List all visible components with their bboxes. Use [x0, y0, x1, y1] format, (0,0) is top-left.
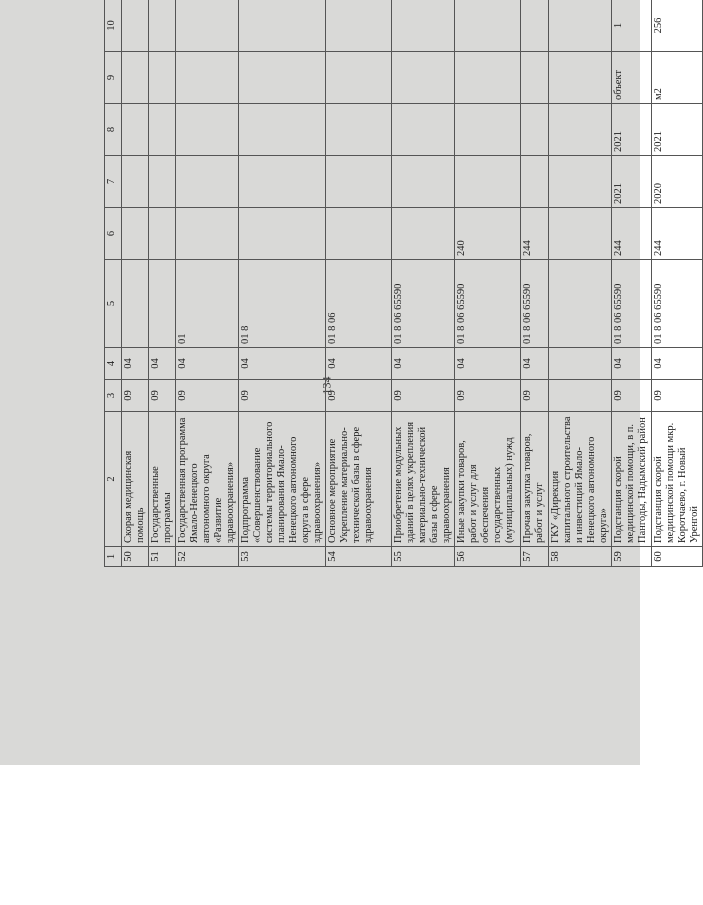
header-cell-7: 7: [105, 156, 122, 208]
cell-name: Скорая медицинская помощь: [122, 412, 149, 547]
rotated-table-frame: [104, 0, 700, 567]
cell-c6: [176, 208, 239, 260]
header-row: [105, 0, 122, 567]
header-cell-1: 1: [105, 547, 122, 567]
cell-c8: 2021: [612, 104, 652, 156]
table-row: [176, 0, 239, 567]
cell-c9: [122, 52, 149, 104]
cell-c8: [455, 104, 521, 156]
cell-c4: 04: [392, 348, 455, 380]
cell-c9: объект: [612, 52, 652, 104]
cell-c10: [239, 0, 326, 52]
cell-c7: 2021: [612, 156, 652, 208]
cell-c7: [521, 156, 549, 208]
cell-n: 53: [239, 547, 326, 567]
cell-c3: 09: [122, 380, 149, 412]
cell-c4: [549, 348, 612, 380]
cell-c6: [239, 208, 326, 260]
cell-name: ГКУ «Дирекция капитального строительства и инвестиций Ямало-Ненецкого автономного округа»: [549, 412, 612, 547]
cell-c8: [149, 104, 176, 156]
cell-c9: [149, 52, 176, 104]
cell-c5: [549, 260, 612, 348]
cell-c3: [549, 380, 612, 412]
cell-n: 58: [549, 547, 612, 567]
cell-c6: 244: [652, 208, 703, 260]
page-number: 134: [319, 376, 334, 395]
cell-c8: [176, 104, 239, 156]
cell-c3: 09: [392, 380, 455, 412]
cell-c3: 09: [176, 380, 239, 412]
cell-c10: [455, 0, 521, 52]
cell-c5: [122, 260, 149, 348]
cell-c4: 04: [521, 348, 549, 380]
cell-c7: 2020: [652, 156, 703, 208]
cell-c5: 01 8 06 65590: [392, 260, 455, 348]
cell-name: Подстанция скорой медицинской помощи мкр. Коротчаево, г. Новый Уренгой: [652, 412, 703, 547]
cell-c5: 01 8 06 65590: [612, 260, 652, 348]
cell-c10: [176, 0, 239, 52]
header-cell-4: 4: [105, 348, 122, 380]
cell-c5: 01: [176, 260, 239, 348]
cell-c3: 09: [149, 380, 176, 412]
cell-c7: [176, 156, 239, 208]
cell-c5: 01 8 06 65590: [652, 260, 703, 348]
cell-c7: [549, 156, 612, 208]
cell-c5: [149, 260, 176, 348]
cell-c5: 01 8 06 65590: [455, 260, 521, 348]
cell-c7: [326, 156, 392, 208]
cell-c4: 04: [455, 348, 521, 380]
cell-name: Приобретение модульных зданий в целях укрепления материально-технической базы в сфере здравоохранения: [392, 412, 455, 547]
cell-name: Подпрограмма «Совершенствование системы территориального планирования Ямало-Ненецкого автономного округа в сфере здравоохранения»: [239, 412, 326, 547]
cell-c7: [239, 156, 326, 208]
cell-c3: 09: [652, 380, 703, 412]
table-body: [122, 0, 703, 567]
cell-c6: 244: [521, 208, 549, 260]
table-row: [612, 0, 652, 567]
cell-c10: 1: [612, 0, 652, 52]
cell-c8: [392, 104, 455, 156]
table-row: [455, 0, 521, 567]
cell-c5: 01 8: [239, 260, 326, 348]
budget-table: [104, 0, 703, 567]
cell-c3: 09: [612, 380, 652, 412]
cell-c3: 09: [326, 380, 392, 412]
cell-n: 52: [176, 547, 239, 567]
cell-c10: [392, 0, 455, 52]
cell-c6: [149, 208, 176, 260]
table-row: [521, 0, 549, 567]
cell-c4: 04: [122, 348, 149, 380]
cell-c5: 01 8 06: [326, 260, 392, 348]
cell-c9: [239, 52, 326, 104]
cell-c6: [392, 208, 455, 260]
cell-c10: [521, 0, 549, 52]
cell-c4: 04: [239, 348, 326, 380]
cell-c4: 04: [326, 348, 392, 380]
cell-name: Подстанция скорой медицинской помощи, в п. Пангоды, Надымский район: [612, 412, 652, 547]
cell-c10: [122, 0, 149, 52]
cell-c9: [549, 52, 612, 104]
cell-n: 56: [455, 547, 521, 567]
cell-c6: 240: [455, 208, 521, 260]
header-cell-5: 5: [105, 260, 122, 348]
header-cell-3: 3: [105, 380, 122, 412]
table-container: [104, 17, 700, 712]
cell-n: 55: [392, 547, 455, 567]
cell-c8: [122, 104, 149, 156]
cell-c8: [549, 104, 612, 156]
cell-c7: [122, 156, 149, 208]
cell-c4: 04: [612, 348, 652, 380]
header-cell-9: 9: [105, 52, 122, 104]
cell-n: 51: [149, 547, 176, 567]
cell-n: 59: [612, 547, 652, 567]
cell-n: 60: [652, 547, 703, 567]
table-row: [239, 0, 326, 567]
cell-c6: [326, 208, 392, 260]
cell-c7: [149, 156, 176, 208]
cell-c8: [239, 104, 326, 156]
cell-name: Государственные программы: [149, 412, 176, 547]
cell-c9: [326, 52, 392, 104]
cell-c10: [549, 0, 612, 52]
cell-c4: 04: [149, 348, 176, 380]
table-row: [549, 0, 612, 567]
cell-n: 57: [521, 547, 549, 567]
cell-c6: [549, 208, 612, 260]
cell-c3: 09: [521, 380, 549, 412]
table-row: [122, 0, 149, 567]
cell-c3: 09: [455, 380, 521, 412]
cell-c10: [326, 0, 392, 52]
cell-c9: [521, 52, 549, 104]
cell-c3: 09: [239, 380, 326, 412]
cell-c9: [392, 52, 455, 104]
cell-name: Основное мероприятие Укрепление материально-технической базы в сфере здравоохранения: [326, 412, 392, 547]
cell-n: 54: [326, 547, 392, 567]
table-row: [652, 0, 703, 567]
cell-name: Государственная программа Ямало-Ненецкого автономного округа «Развитие здравоохранения»: [176, 412, 239, 547]
cell-c8: [521, 104, 549, 156]
cell-c4: 04: [176, 348, 239, 380]
cell-c8: 2021: [652, 104, 703, 156]
cell-c7: [392, 156, 455, 208]
cell-c9: м2: [652, 52, 703, 104]
cell-c6: 244: [612, 208, 652, 260]
header-cell-2: 2: [105, 412, 122, 547]
header-cell-8: 8: [105, 104, 122, 156]
header-cell-10: 10: [105, 0, 122, 52]
table-row: [149, 0, 176, 567]
table-row: [326, 0, 392, 567]
cell-c9: [455, 52, 521, 104]
cell-c10: [149, 0, 176, 52]
cell-c4: 04: [652, 348, 703, 380]
cell-c7: [455, 156, 521, 208]
cell-c9: [176, 52, 239, 104]
cell-n: 50: [122, 547, 149, 567]
cell-c10: 256: [652, 0, 703, 52]
header-cell-6: 6: [105, 208, 122, 260]
cell-name: Прочая закупка товаров, работ и услуг: [521, 412, 549, 547]
cell-c6: [122, 208, 149, 260]
cell-name: Иные закупки товаров, работ и услуг для обеспечения государственных (муниципальных) нужд: [455, 412, 521, 547]
table-row: [392, 0, 455, 567]
cell-c5: 01 8 06 65590: [521, 260, 549, 348]
cell-c8: [326, 104, 392, 156]
